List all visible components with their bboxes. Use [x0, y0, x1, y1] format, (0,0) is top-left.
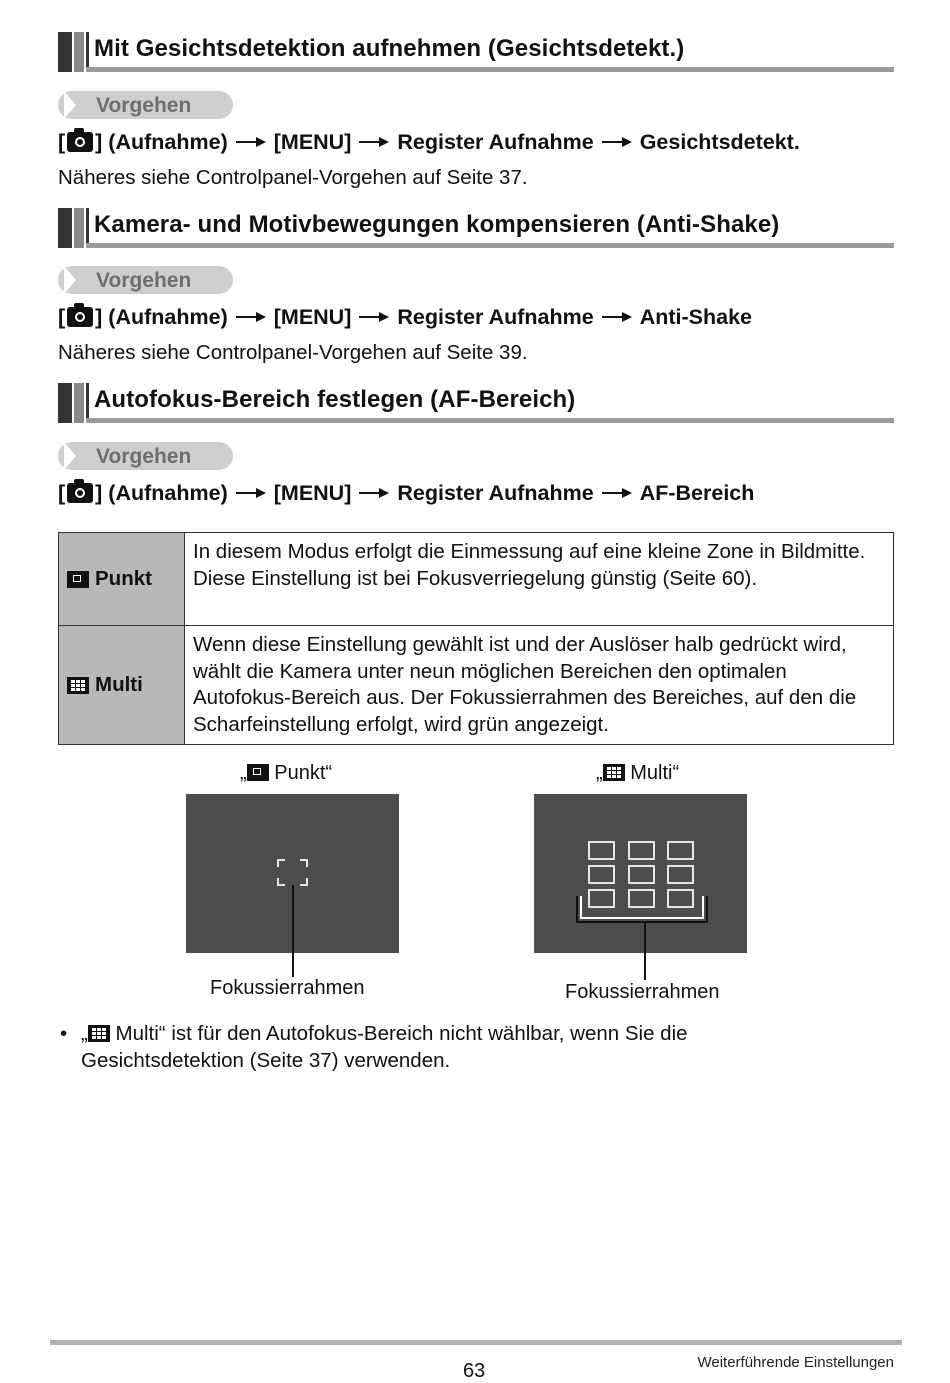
figure-caption-multi [596, 762, 679, 785]
procedure-label: Vorgehen [96, 269, 192, 292]
arrow-right-icon [602, 487, 632, 499]
procedure-pill [58, 442, 233, 470]
procedure-label: Vorgehen [96, 94, 192, 117]
reference-note: Näheres siehe Controlpanel-Vorgehen auf Seite 39. [58, 341, 528, 364]
camera-icon [67, 483, 93, 503]
procedure-pill [58, 266, 233, 294]
bullet-text: Multi“ ist für den Autofokus-Bereich nicht wählbar, wenn Sie die Gesichtsdetektion (Seite 37) verwenden. [81, 1022, 688, 1072]
spot-focus-icon [247, 764, 269, 781]
footer-rule [50, 1340, 902, 1345]
arrow-right-icon [359, 311, 389, 323]
section-title: Kamera- und Motivbewegungen kompensieren (Anti-Shake) [94, 211, 780, 238]
multi-focus-icon [67, 677, 89, 694]
table-label-cell [59, 626, 185, 744]
bullet-note [58, 1020, 781, 1074]
table-label-cell [59, 533, 185, 625]
camera-icon [67, 307, 93, 327]
option-label: Multi [95, 673, 143, 696]
arrow-right-icon [236, 311, 266, 323]
path-step: [MENU] [273, 129, 352, 154]
multi-focus-icon [603, 764, 625, 781]
open-bracket: [ [58, 480, 66, 505]
arrow-right-icon [236, 487, 266, 499]
path-step: [MENU] [273, 480, 352, 505]
arrow-right-icon [359, 487, 389, 499]
chapter-name: Weiterführende Einstellungen [697, 1354, 894, 1371]
procedure-label: Vorgehen [96, 445, 192, 468]
section-title: Mit Gesichtsdetektion aufnehmen (Gesichtsdetekt.) [94, 35, 685, 62]
quote-open: „ [596, 762, 603, 784]
table-row [59, 625, 893, 744]
path-step: Gesichtsdetekt. [639, 129, 800, 154]
procedure-path [58, 128, 800, 156]
caption-text: Multi“ [624, 762, 680, 784]
path-step: Register Aufnahme [397, 129, 594, 154]
open-bracket: [ [58, 304, 66, 329]
procedure-path [58, 303, 752, 331]
option-label: Punkt [95, 567, 152, 590]
bullet-symbol: • [60, 1022, 68, 1045]
path-step: ] (Aufnahme) [95, 129, 228, 154]
camera-icon [67, 132, 93, 152]
multi-leader-bracket [570, 890, 715, 980]
multi-focus-icon [88, 1025, 110, 1042]
path-step: Register Aufnahme [397, 480, 594, 505]
arrow-right-icon [602, 311, 632, 323]
procedure-pill [58, 91, 233, 119]
section-title: Autofokus-Bereich festlegen (AF-Bereich) [94, 386, 576, 413]
focus-frame-label: Fokussierrahmen [565, 981, 720, 1003]
option-description: Wenn diese Einstellung gewählt ist und der Auslöser halb gedrückt wird, wählt die Kamera unter neun möglichen Bereichen den optimalen Autofokus-Bereich aus. Der Fokussierrahmen des Bereiches, auf den die Scharfeinstellung erfolgt, wird grün angezeigt. [193, 633, 857, 736]
path-step: Anti-Shake [639, 304, 753, 329]
reference-note: Näheres siehe Controlpanel-Vorgehen auf Seite 37. [58, 166, 528, 189]
section-heading-face-detection [58, 32, 894, 72]
open-bracket: [ [58, 129, 66, 154]
leader-line [292, 885, 294, 977]
arrow-right-icon [602, 136, 632, 148]
procedure-path [58, 479, 754, 507]
option-description: In diesem Modus erfolgt die Einmessung auf eine kleine Zone in Bildmitte. Diese Einstellung ist bei Fokusverriegelung günstig (Seite 60). [193, 540, 866, 590]
focus-frame-label: Fokussierrahmen [210, 977, 365, 999]
path-step: AF-Bereich [639, 480, 755, 505]
page-number: 63 [463, 1360, 486, 1382]
af-area-table [58, 532, 894, 745]
path-step: ] (Aufnahme) [95, 304, 228, 329]
quote-open: „ [81, 1022, 88, 1045]
path-step: ] (Aufnahme) [95, 480, 228, 505]
arrow-right-icon [359, 136, 389, 148]
caption-text: Punkt“ [268, 762, 333, 784]
spot-focus-icon [67, 571, 89, 588]
figure-caption-punkt [240, 762, 332, 785]
arrow-right-icon [236, 136, 266, 148]
section-heading-anti-shake [58, 208, 894, 248]
quote-open: „ [240, 762, 247, 784]
table-row [59, 533, 893, 625]
path-step: [MENU] [273, 304, 352, 329]
path-step: Register Aufnahme [397, 304, 594, 329]
section-heading-af-area [58, 383, 894, 423]
